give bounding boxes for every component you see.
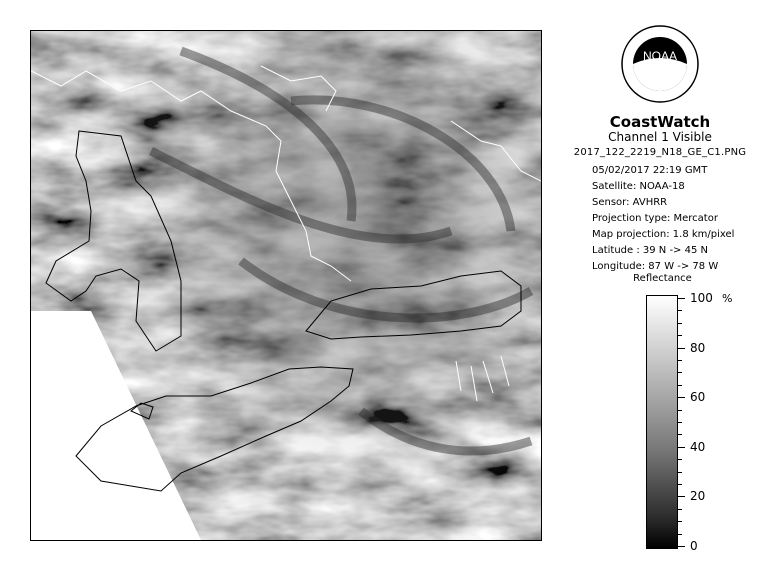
colorbar-minor-tick [678, 422, 682, 423]
logo-text: NOAA [642, 49, 678, 63]
date-time: 05/02/2017 22:19 GMT [592, 165, 708, 176]
colorbar-minor-tick [678, 484, 682, 485]
colorbar-tick-label: 0 [690, 539, 698, 553]
colorbar-major-tick [678, 298, 685, 299]
legend-unit: % [722, 292, 733, 305]
colorbar-minor-tick [678, 310, 682, 311]
map-projection: Map projection: 1.8 km/pixel [592, 229, 735, 240]
colorbar-major-tick [678, 546, 685, 547]
colorbar-tick-label: 60 [690, 390, 706, 405]
projection-type: Projection type: Mercator [592, 213, 718, 224]
satellite-info: Satellite: NOAA-18 [592, 181, 685, 192]
channel-name: Channel 1 Visible [608, 130, 712, 144]
colorbar-minor-tick [678, 372, 682, 373]
colorbar-minor-tick [678, 335, 682, 336]
noaa-logo [620, 24, 700, 104]
colorbar-minor-tick [678, 323, 682, 324]
colorbar-tick-label: 40 [690, 439, 706, 454]
brand-title: CoastWatch [609, 113, 711, 131]
colorbar-tick-label: 100 [690, 291, 713, 305]
longitude-range: Longitude: 87 W -> 78 W [592, 261, 719, 272]
file-name: 2017_122_2219_N18_GE_C1.PNG [573, 147, 747, 158]
colorbar-minor-tick [678, 410, 682, 411]
colorbar-minor-tick [678, 534, 682, 535]
sensor-info: Sensor: AVHRR [592, 197, 668, 208]
colorbar-tick-label: 20 [690, 489, 706, 504]
colorbar-minor-tick [678, 459, 682, 460]
satellite-image-map [30, 30, 542, 541]
colorbar-tick-label: 80 [690, 340, 706, 355]
colorbar-minor-tick [678, 509, 682, 510]
colorbar-minor-tick [678, 434, 682, 435]
latitude-range: Latitude : 39 N -> 45 N [592, 245, 708, 256]
colorbar-major-tick [678, 397, 685, 398]
reflectance-colorbar [646, 295, 678, 549]
colorbar-minor-tick [678, 521, 682, 522]
colorbar-major-tick [678, 496, 685, 497]
colorbar-major-tick [678, 348, 685, 349]
colorbar-minor-tick [678, 360, 682, 361]
legend-title: Reflectance [633, 273, 692, 284]
colorbar-minor-tick [678, 385, 682, 386]
colorbar-minor-tick [678, 472, 682, 473]
map-svg [31, 31, 541, 540]
colorbar-major-tick [678, 447, 685, 448]
